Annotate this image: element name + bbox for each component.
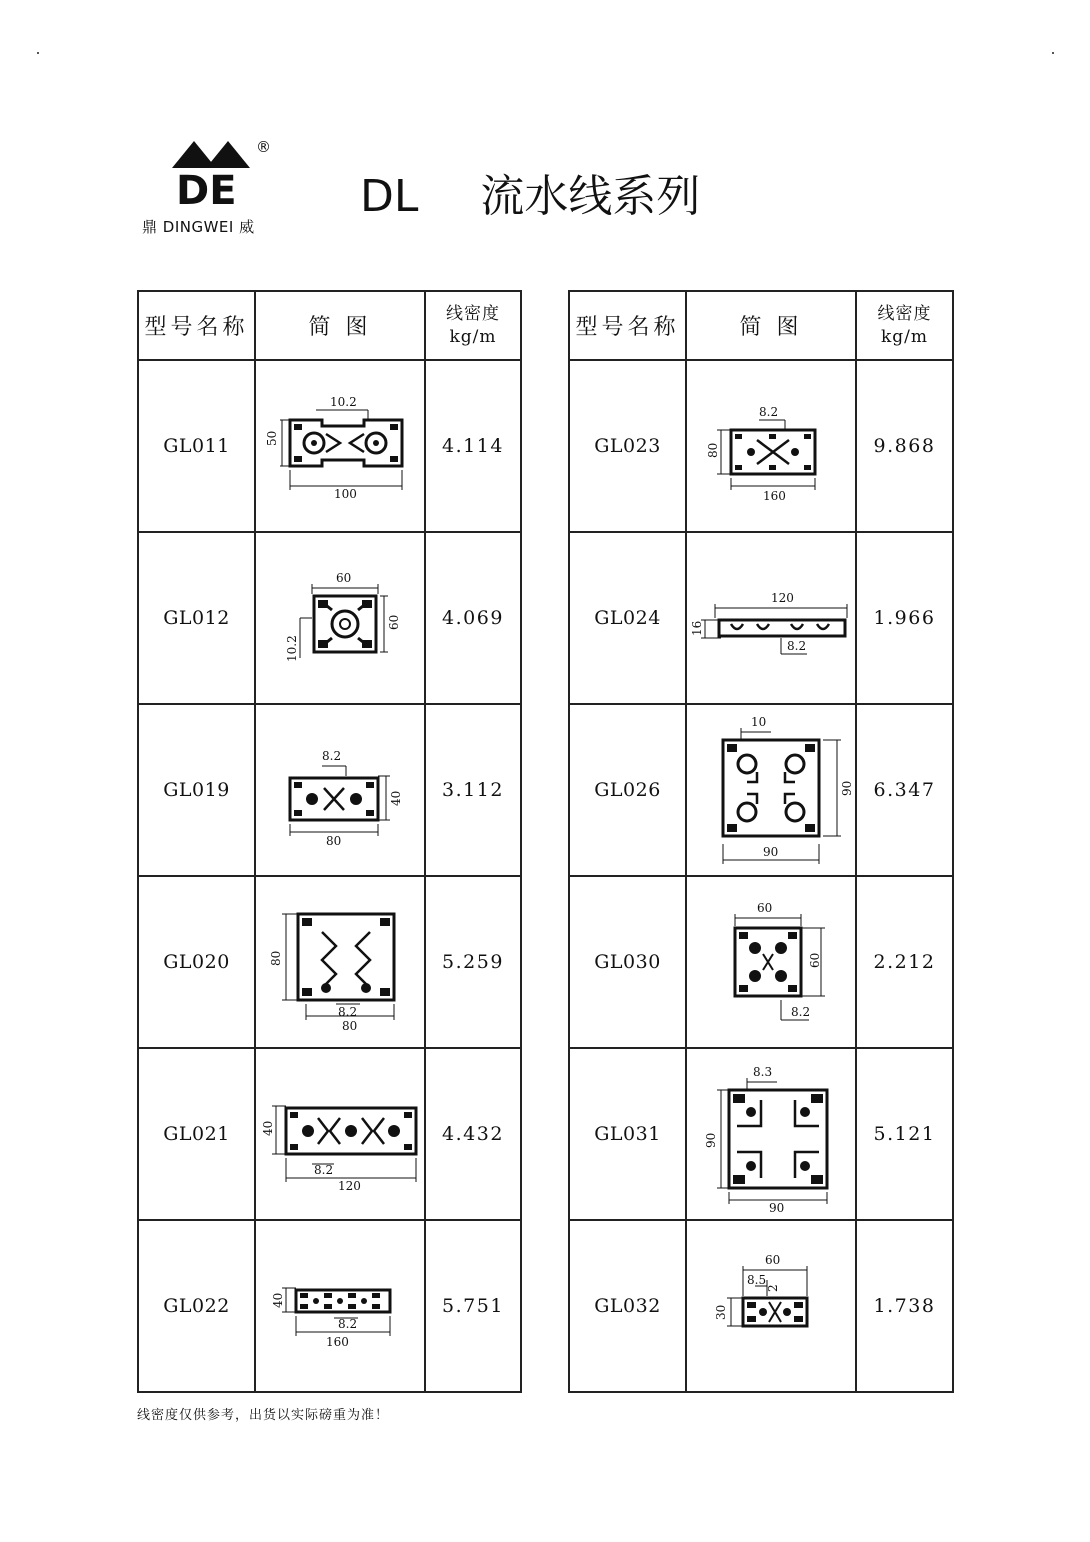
dim-label: 60 — [387, 614, 401, 630]
density-value: 9.868 — [856, 360, 953, 532]
model-name: GL021 — [138, 1048, 255, 1220]
table-row — [138, 876, 521, 1048]
profile-drawing — [686, 704, 856, 876]
dim-label: 8.3 — [753, 1065, 773, 1079]
model-name: GL031 — [569, 1048, 686, 1220]
dim-label: 160 — [763, 489, 786, 503]
model-name: GL032 — [569, 1220, 686, 1392]
profile-gl019-drawing — [260, 730, 420, 850]
density-value: 6.347 — [856, 704, 953, 876]
model-name: GL030 — [569, 876, 686, 1048]
table-row — [138, 1220, 521, 1392]
profile-drawing — [255, 532, 425, 704]
dim-label: 60 — [765, 1253, 781, 1267]
dim-label: 8.2 — [322, 749, 342, 763]
dim-label: 30 — [714, 1304, 728, 1320]
dim-label: 40 — [271, 1292, 285, 1308]
dim-label: 120 — [337, 1179, 361, 1193]
table-header-row — [138, 291, 521, 360]
density-value: 2.212 — [856, 876, 953, 1048]
density-value: 5.121 — [856, 1048, 953, 1220]
profile-table-left — [137, 290, 522, 1393]
model-name: GL026 — [569, 704, 686, 876]
profile-drawing — [255, 1048, 425, 1220]
dim-label: 80 — [706, 442, 720, 458]
title-series: 流水线系列 — [480, 171, 701, 222]
dim-label: 80 — [269, 950, 283, 966]
profile-gl021-drawing — [258, 1074, 423, 1194]
table-row — [569, 704, 953, 876]
dim-label: 160 — [326, 1335, 349, 1349]
dim-label: 60 — [757, 901, 773, 915]
header-density: 线密度 kg/m — [856, 291, 953, 360]
page-title — [360, 160, 700, 224]
dim-label: 120 — [771, 591, 794, 605]
table-row — [138, 360, 521, 532]
profile-gl023-drawing — [691, 386, 851, 506]
header-figure: 简 图 — [255, 291, 425, 360]
dim-label: 8.5 — [747, 1273, 767, 1287]
density-value: 1.738 — [856, 1220, 953, 1392]
density-value: 5.751 — [425, 1220, 521, 1392]
logo-letters: DE — [176, 168, 237, 214]
density-value: 4.432 — [425, 1048, 521, 1220]
table-row — [138, 704, 521, 876]
profile-gl032-drawing — [691, 1246, 851, 1366]
density-value: 3.112 — [425, 704, 521, 876]
density-value: 5.259 — [425, 876, 521, 1048]
table-row — [138, 532, 521, 704]
profile-drawing — [255, 360, 425, 532]
corner-mark-left — [37, 52, 39, 54]
density-value: 4.114 — [425, 360, 521, 532]
dim-label: 8.2 — [759, 405, 779, 419]
dim-label: 60 — [808, 952, 822, 968]
profile-drawing — [686, 1048, 856, 1220]
density-value: 4.069 — [425, 532, 521, 704]
header-model: 型号名称 — [138, 291, 255, 360]
dim-label: 16 — [690, 620, 704, 636]
title-code: DL — [360, 171, 419, 222]
table-row — [138, 1048, 521, 1220]
profile-drawing — [686, 876, 856, 1048]
table-row — [569, 1048, 953, 1220]
dim-label: 8.2 — [338, 1317, 358, 1331]
dim-label: 40 — [260, 1120, 275, 1136]
table-row — [569, 876, 953, 1048]
dim-label: 10.2 — [285, 635, 299, 662]
header-density: 线密度 kg/m — [425, 291, 521, 360]
dim-label: 2 — [766, 1284, 780, 1292]
model-name: GL019 — [138, 704, 255, 876]
model-name: GL020 — [138, 876, 255, 1048]
profile-drawing — [686, 1220, 856, 1392]
dim-label: 8.2 — [791, 1005, 811, 1019]
dim-label: 10.2 — [330, 395, 357, 409]
corner-mark-right — [1052, 52, 1054, 54]
dim-label: 50 — [265, 430, 279, 446]
profile-gl011-drawing — [260, 386, 420, 506]
profile-drawing — [255, 704, 425, 876]
dim-label: 100 — [334, 487, 357, 501]
profile-drawing — [255, 1220, 425, 1392]
header-model: 型号名称 — [569, 291, 686, 360]
dim-label: 10 — [751, 715, 767, 729]
table-header-row — [569, 291, 953, 360]
profile-gl031-drawing — [691, 1054, 851, 1214]
table-row — [569, 1220, 953, 1392]
header-figure: 简 图 — [686, 291, 856, 360]
dim-label: 80 — [326, 834, 342, 848]
dim-label: 90 — [769, 1201, 785, 1215]
dim-label: 8.2 — [338, 1005, 358, 1019]
density-value: 1.966 — [856, 532, 953, 704]
model-name: GL023 — [569, 360, 686, 532]
profile-table-right — [568, 290, 954, 1393]
dim-label: 90 — [704, 1132, 718, 1148]
table-row — [569, 532, 953, 704]
profile-gl026-drawing — [691, 710, 854, 870]
profile-gl020-drawing — [260, 892, 420, 1032]
profile-gl024-drawing — [691, 558, 851, 678]
registered-mark: ® — [256, 138, 271, 156]
logo-subtitle: 鼎 DINGWEI 威 — [142, 218, 255, 236]
dim-label: 40 — [389, 790, 403, 806]
dim-label: 90 — [763, 845, 779, 859]
dim-label: 90 — [840, 780, 854, 796]
model-name: GL024 — [569, 532, 686, 704]
model-name: GL012 — [138, 532, 255, 704]
dim-label: 60 — [336, 571, 352, 585]
dim-label: 80 — [342, 1019, 358, 1033]
table-row — [569, 360, 953, 532]
profile-drawing — [686, 532, 856, 704]
model-name: GL022 — [138, 1220, 255, 1392]
profile-gl030-drawing — [691, 892, 851, 1032]
dim-label: 8.2 — [313, 1163, 333, 1177]
profile-gl012-drawing — [260, 558, 420, 678]
profile-drawing — [686, 360, 856, 532]
profile-gl022-drawing — [260, 1246, 420, 1366]
model-name: GL011 — [138, 360, 255, 532]
profile-drawing — [255, 876, 425, 1048]
footnote: 线密度仅供参考，出货以实际磅重为准！ — [137, 1408, 390, 1423]
dim-label: 8.2 — [787, 639, 807, 653]
